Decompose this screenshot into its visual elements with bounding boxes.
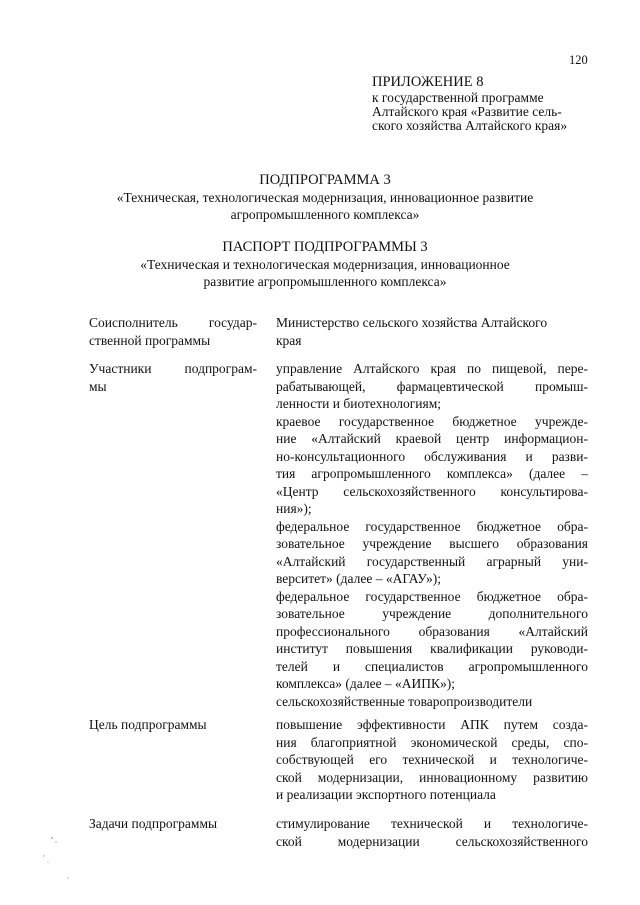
value-line: телей и специалистов агропромышленного bbox=[276, 658, 588, 674]
label-line: ственной программы bbox=[89, 332, 211, 348]
passport-heading bbox=[80, 238, 570, 290]
value-line: верситет» (далее – «АГАУ»); bbox=[276, 571, 441, 586]
row-label bbox=[89, 360, 257, 395]
appendix-title: ПРИЛОЖЕНИЕ 8 bbox=[372, 74, 484, 90]
label-line: мы bbox=[89, 378, 107, 394]
subprogram-name-line: агропромышленного комплекса» bbox=[230, 207, 420, 222]
value-line: профессионального образования «Алтайский bbox=[276, 623, 588, 639]
subprogram-heading bbox=[80, 171, 570, 223]
row-value bbox=[276, 716, 588, 804]
value-line: ской модернизации, инновационному развитию bbox=[276, 769, 588, 785]
value-line: и реализации экспортного потенциала bbox=[276, 787, 496, 802]
label-line: Задачи подпрограммы bbox=[89, 816, 218, 831]
row-label bbox=[89, 815, 257, 833]
appendix-line: к государственной программе bbox=[372, 90, 544, 105]
value-line: федеральное государственное бюджетное обра- bbox=[276, 588, 588, 604]
value-line: стимулирование технической и технологиче- bbox=[276, 816, 588, 831]
value-line: ленности и биотехнологиям; bbox=[276, 396, 442, 411]
subprogram-name-line: «Техническая, технологическая модернизация, инновационное развитие bbox=[116, 190, 534, 205]
value-line: «Центр сельскохозяйственного консультирова- bbox=[276, 483, 588, 499]
value-line: ния благоприятной экономической среды, спо- bbox=[276, 734, 588, 750]
appendix-block bbox=[372, 74, 604, 133]
value-line: зовательное учреждение дополнительного bbox=[276, 606, 588, 621]
label-line: Цель подпрограммы bbox=[89, 717, 207, 732]
value-line: собствующей его технической и технологиче- bbox=[276, 752, 588, 767]
value-line: ние «Алтайский краевой центр информацион- bbox=[276, 431, 588, 446]
value-line: краевое государственное бюджетное учрежде- bbox=[276, 413, 588, 429]
value-line: ния»); bbox=[276, 501, 312, 516]
page-number: 120 bbox=[569, 53, 588, 67]
appendix-line: Алтайского края «Развитие сель- bbox=[372, 104, 562, 119]
value-line: комплекса» (далее – «АИПК»); bbox=[276, 676, 456, 691]
value-line: институт повышения квалификации руководи- bbox=[276, 641, 588, 656]
value-line: тия агропромышленного комплекса» (далее – bbox=[276, 466, 588, 481]
value-line: управление Алтайского края по пищевой, пере- bbox=[276, 361, 588, 376]
subprogram-title: ПОДПРОГРАММА 3 bbox=[259, 172, 391, 188]
appendix-line: ского хозяйства Алтайского края» bbox=[372, 118, 568, 133]
passport-name-line: «Техническая и технологическая модернизация, инновационное bbox=[140, 257, 510, 272]
row-value bbox=[276, 360, 588, 710]
passport-title: ПАСПОРТ ПОДПРОГРАММЫ 3 bbox=[222, 239, 428, 255]
value-line: Министерство сельского хозяйства Алтайского bbox=[276, 315, 548, 330]
value-line: но-консультационного обслуживания и разви- bbox=[276, 448, 588, 464]
value-line: зовательное учреждение высшего образования bbox=[276, 536, 588, 551]
scan-specks bbox=[36, 832, 76, 892]
value-line: края bbox=[276, 332, 302, 348]
value-line: рабатывающей, фармацевтической промыш- bbox=[276, 378, 588, 394]
row-label bbox=[89, 314, 257, 349]
value-line: «Алтайский государственный аграрный уни- bbox=[276, 553, 588, 569]
value-line: повышение эффективности АПК путем созда- bbox=[276, 717, 588, 732]
value-line: федеральное государственное бюджетное обра- bbox=[276, 518, 588, 534]
passport-name-line: развитие агропромышленного комплекса» bbox=[203, 274, 447, 289]
label-line: Участники подпрограм- bbox=[89, 361, 257, 376]
value-line: сельскохозяйственные товаропроизводители bbox=[276, 693, 533, 709]
row-label bbox=[89, 716, 257, 734]
row-value bbox=[276, 314, 588, 349]
value-line: ской модернизации сельскохозяйственного bbox=[276, 833, 588, 849]
label-line: Соисполнитель государ- bbox=[89, 315, 257, 330]
row-value bbox=[276, 815, 588, 850]
